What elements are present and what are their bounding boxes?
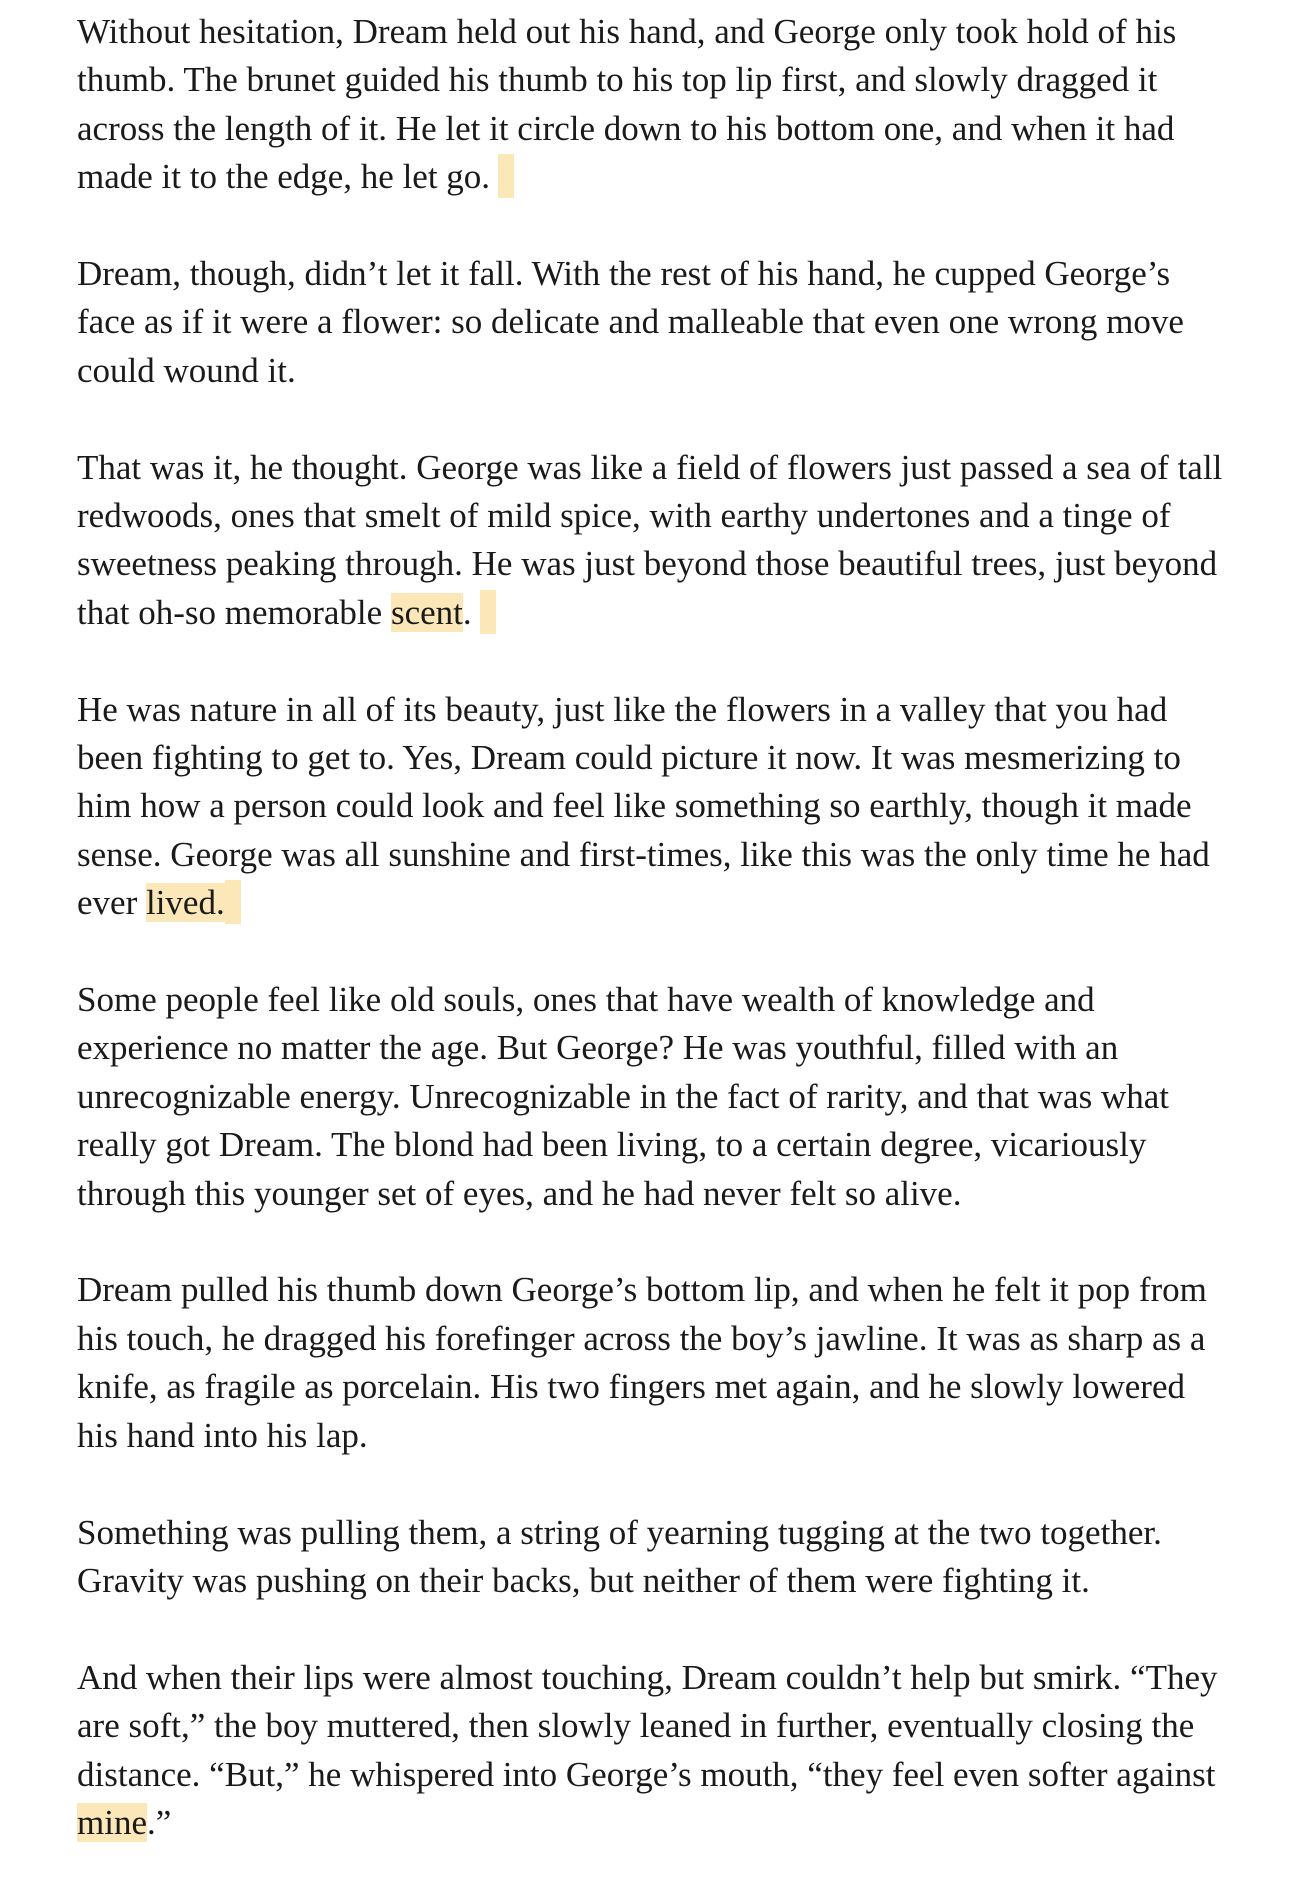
paragraph-6-text: Dream pulled his thumb down George’s bottom lip, and when he felt it pop from his touch, he dragged his forefinger across the boy’s jawline. It was as sharp as a knife, as fragile as porcelain. His two fingers met again, and he slowly lowered his hand into his lap. bbox=[77, 1270, 1207, 1455]
highlighted-word-lived[interactable]: lived. bbox=[145, 883, 225, 923]
paragraph-3-text: That was it, he thought. George was like a field of flowers just passed a sea of tall redwoods, ones that smelt of mild spice, with earthy undertones and a tinge of sweetness peaking through. He was just beyond those beautiful trees, just beyond that oh-so memorable bbox=[77, 447, 1223, 632]
highlight-marker bbox=[225, 880, 241, 924]
highlighted-word-mine[interactable]: mine bbox=[77, 1802, 147, 1842]
paragraph-4 bbox=[77, 686, 1227, 928]
paragraph-6 bbox=[77, 1266, 1227, 1460]
paragraph-7-text: Something was pulling them, a string of yearning tugging at the two together. Gravity was pushing on their backs, but neither of them were fighting it. bbox=[77, 1512, 1162, 1600]
paragraph-3-text-end: . bbox=[462, 592, 472, 632]
paragraph-1 bbox=[77, 8, 1227, 202]
paragraph-8-text: And when their lips were almost touching, Dream couldn’t help but smirk. “They are soft,” the boy muttered, then slowly leaned in further, eventually closing the distance. “But,” he whispered into George’s mouth, “they feel even softer against bbox=[77, 1657, 1218, 1794]
paragraph-4-text: He was nature in all of its beauty, just like the flowers in a valley that you had been fighting to get to. Yes, Dream could picture it now. It was mesmerizing to him how a person could look and feel like something so earthly, though it made sense. George was all sunshine and first-times, like this was the only time he had ever bbox=[77, 689, 1210, 923]
paragraph-3 bbox=[77, 444, 1227, 638]
highlight-marker bbox=[498, 154, 514, 198]
highlighted-word-scent[interactable]: scent bbox=[390, 592, 463, 632]
paragraph-8 bbox=[77, 1654, 1227, 1848]
paragraph-5-text: Some people feel like old souls, ones that have wealth of knowledge and experience no matter the age. But George? He was youthful, filled with an unrecognizable energy. Unrecognizable in the fact of rarity, and that was what really got Dream. The blond had been living, to a certain degree, vicariously through this younger set of eyes, and he had never felt so alive. bbox=[77, 980, 1169, 1213]
paragraph-5 bbox=[77, 976, 1227, 1218]
paragraph-8-text-end: .” bbox=[146, 1802, 172, 1842]
story-text bbox=[77, 8, 1227, 1896]
highlight-marker bbox=[480, 590, 496, 634]
paragraph-1-text: Without hesitation, Dream held out his hand, and George only took hold of his thumb. The brunet guided his thumb to his top lip first, and slowly dragged it across the length of it. He let it circle down to his bottom one, and when it had made it to the edge, he let go. bbox=[77, 12, 1177, 197]
paragraph-2-text: Dream, though, didn’t let it fall. With the rest of his hand, he cupped George’s face as if it were a flower: so delicate and malleable that even one wrong move could wound it. bbox=[77, 254, 1184, 390]
paragraph-7 bbox=[77, 1509, 1227, 1606]
paragraph-2 bbox=[77, 250, 1227, 395]
